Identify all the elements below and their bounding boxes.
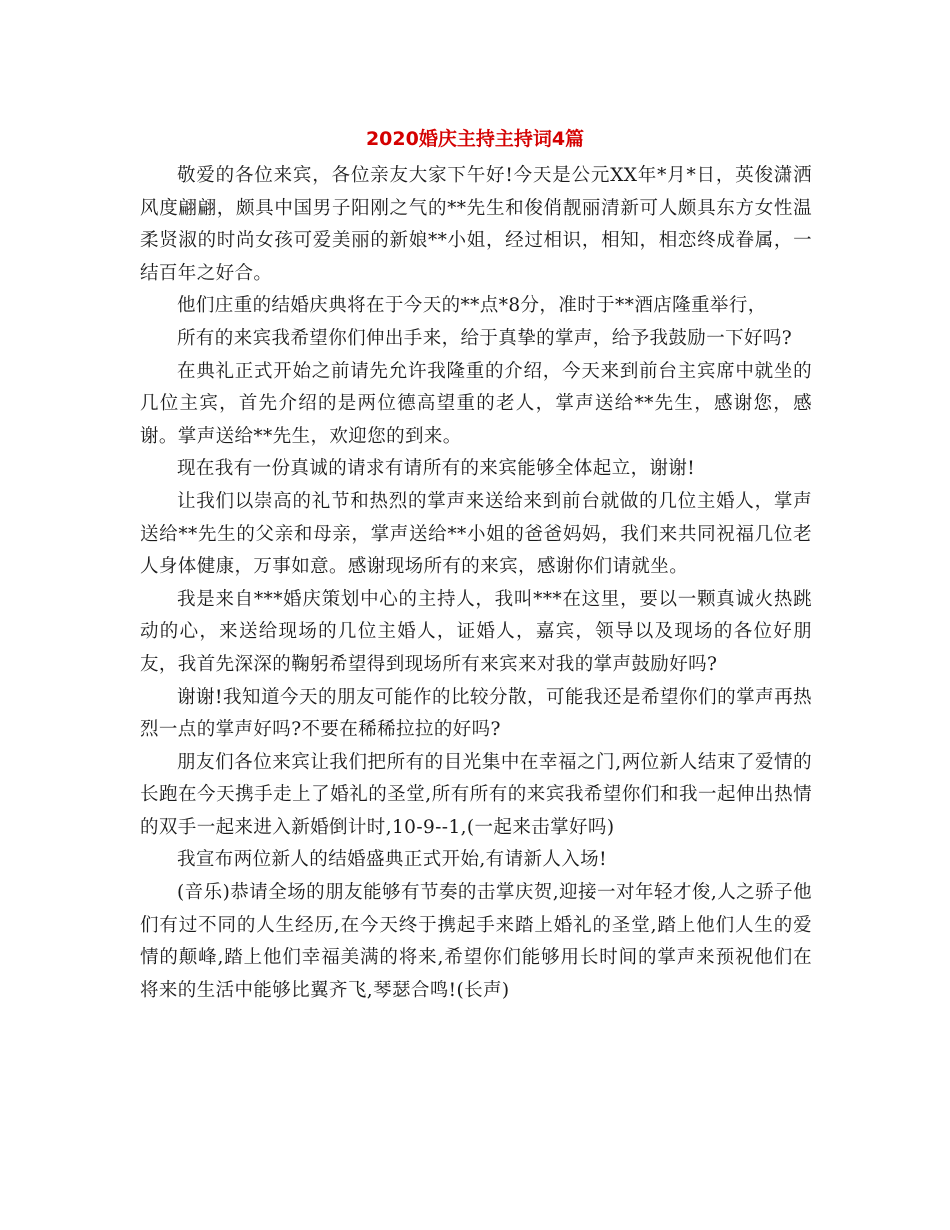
paragraph: (音乐)恭请全场的朋友能够有节奏的击掌庆贺,迎接一对年轻才俊,人之骄子他们有过不同的人生经历,在今天终于携起手来踏上婚礼的圣堂,踏上他们人生的爱情的颠峰,踏上他们幸福美满的将来,希望你们能够用长时间的掌声来预祝他们在将来的生活中能够比翼齐飞,琴瑟合鸣!(长声) bbox=[140, 882, 812, 1001]
document-body bbox=[140, 160, 812, 1007]
paragraph: 所有的来宾我希望你们伸出手来，给于真挚的掌声，给予我鼓励一下好吗? bbox=[177, 327, 793, 349]
paragraph: 敬爱的各位来宾，各位亲友大家下午好!今天是公元XX年*月*日，英俊潇洒风度翩翩，颇具中国男子阳刚之气的**先生和俊俏靓丽清新可人颇具东方女性温柔贤淑的时尚女孩可爱美丽的新娘**小姐，经过相识，相知，相恋终成眷属，一结百年之好合。 bbox=[140, 165, 812, 284]
paragraph: 我是来自***婚庆策划中心的主持人，我叫***在这里，要以一颗真诚火热跳动的心，来送给现场的几位主婚人，证婚人，嘉宾，领导以及现场的各位好朋友，我首先深深的鞠躬希望得到现场所有来宾来对我的掌声鼓励好吗? bbox=[140, 588, 812, 675]
paragraph: 现在我有一份真诚的请求有请所有的来宾能够全体起立，谢谢! bbox=[177, 458, 696, 480]
paragraph: 在典礼正式开始之前请先允许我隆重的介绍，今天来到前台主宾席中就坐的几位主宾，首先介绍的是两位德高望重的老人，掌声送给**先生，感谢您，感谢。掌声送给**先生，欢迎您的到来。 bbox=[140, 360, 812, 447]
paragraph: 他们庄重的结婚庆典将在于今天的**点*8分，准时于**酒店隆重举行， bbox=[177, 295, 767, 317]
paragraph: 我宣布两位新人的结婚盛典正式开始,有请新人入场! bbox=[177, 849, 607, 871]
paragraph: 朋友们各位来宾让我们把所有的目光集中在幸福之门,两位新人结束了爱情的长跑在今天携手走上了婚礼的圣堂,所有所有的来宾我希望你们和我一起伸出热情的双手一起来进入新婚倒计时,10-9--1,(一起来击掌好吗) bbox=[140, 751, 812, 838]
paragraph: 谢谢!我知道今天的朋友可能作的比较分散，可能我还是希望你们的掌声再热烈一点的掌声好吗?不要在稀稀拉拉的好吗? bbox=[140, 686, 812, 741]
document-title: 2020婚庆主持主持词4篇 bbox=[365, 128, 585, 150]
paragraph: 让我们以崇高的礼节和热烈的掌声来送给来到前台就做的几位主婚人，掌声送给**先生的父亲和母亲，掌声送给**小姐的爸爸妈妈，我们来共同祝福几位老人身体健康，万事如意。感谢现场所有的来宾，感谢你们请就坐。 bbox=[140, 490, 812, 578]
